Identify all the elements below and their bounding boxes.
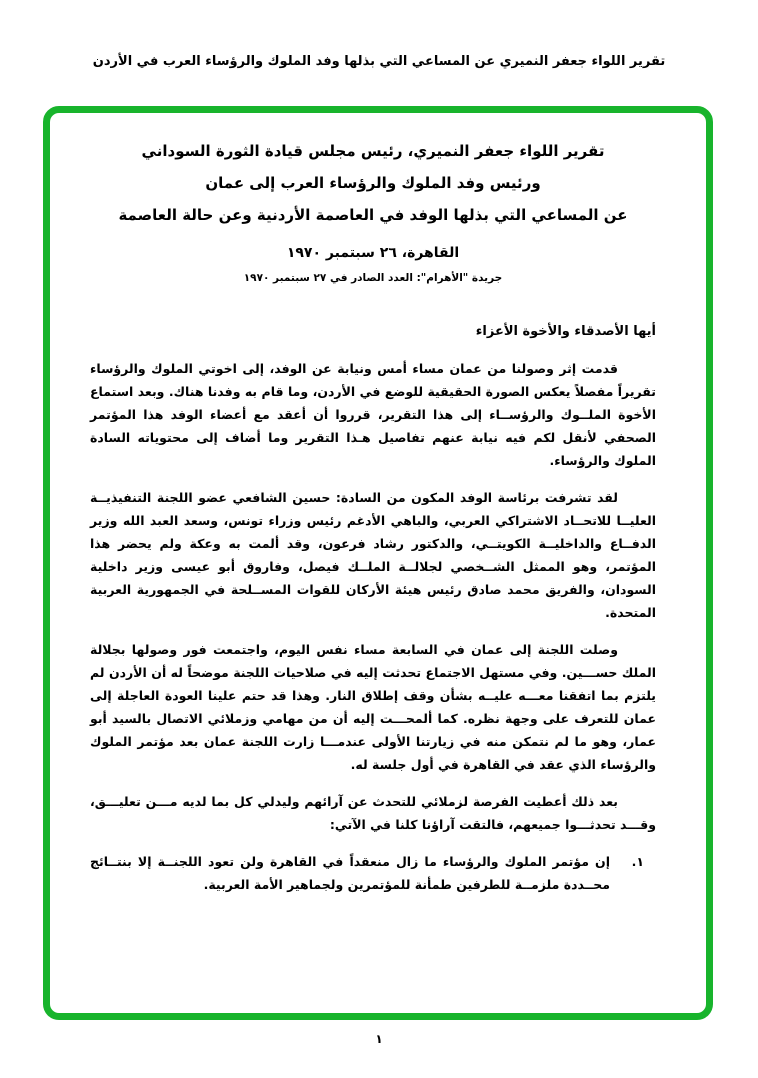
document-title	[90, 135, 656, 231]
document-title-line-2: ورئيس وفد الملوك والرؤساء العرب إلى عمان	[205, 174, 541, 192]
document-content	[50, 113, 706, 896]
page-header-title: تقرير اللواء جعفر النميري عن المساعي التي بذلها وفد الملوك والرؤساء العرب في الأردن	[92, 54, 666, 69]
body-paragraph-3: وصلت اللجنة إلى عمان في السابعة مساء نفس اليوم، واجتمعت فور وصولها بجلالة الملك حســـين. وفي مستهل الاجتماع تحدثت إليه في صلاحيات اللجنة موضحاً له أن الأردن لم يلتزم بما اتفقنا معـــه عليــه بشأن وقف إطلاق النار. وهذا قد حتم علينا العودة العاجلة إلى عمان للتعرف على وجهة نظره. كما ألمحـــت إليه أن من مهامي وزملائي الاتصال بالسيد أبو عمار، وهو ما لم نتمكن منه في زيارتنا الأولى عندمـــا زارت اللجنة عمان بعد مؤتمر الملوك والرؤساء الذي عقد في القاهرة في أول جلسة له.	[90, 642, 656, 772]
source-line: جريدة "الأهرام": العدد الصادر في ٢٧ سبتمبر ١٩٧٠	[243, 272, 503, 284]
dateline: القاهرة، ٢٦ سبتمبر ١٩٧٠	[286, 245, 460, 261]
numbered-list-item-1	[90, 850, 656, 896]
body-paragraph-2: لقد تشرفت برئاسة الوفد المكون من السادة: حسين الشافعي عضو اللجنة التنفيذيــة العليــا للاتحــاد الاشتراكي العربي، والباهي الأدغم رئيس وزراء تونس، وسعد العبد الله وزير الدفــاع والداخليــة الكويتــي، والدكتور رشاد فرعون، وقد ألمت به وعكة ولم يحضر هذا المؤتمر، وهو الممثل الشــخصي لجلالــة الملــك فيصل، وفاروق أبو عيسى وزير داخلية السودان، والفريق محمد صادق رئيس هيئة الأركان للقوات المســلحة في الجمهورية العربية المتحدة.	[90, 490, 656, 620]
page-number: ١	[375, 1032, 383, 1046]
body-paragraph-4: بعد ذلك أعطيت الفرصة لزملائي للتحدث عن آرائهم وليدلي كل بما لديه مـــن تعليـــق، وقـــد تحدثـــوا جميعهم، فالتقت آراؤنا كلنا في الآتي:	[90, 794, 656, 832]
document-frame	[43, 106, 713, 1020]
list-item-text: إن مؤتمر الملوك والرؤساء ما زال منعقداً في القاهرة ولن تعود اللجنــة إلا بنتــائج محــددة ملزمــة للطرفين طمأنة للمؤتمرين ولجماهير الأمة العربية.	[90, 854, 610, 892]
greeting-line: أيها الأصدقاء والأخوة الأعزاء	[475, 324, 656, 339]
document-title-line-3: عن المساعي التي بذلها الوفد في العاصمة الأردنية وعن حالة العاصمة	[118, 206, 628, 224]
body-paragraph-1: قدمت إثر وصولنا من عمان مساء أمس ونيابة عن الوفد، إلى اخوتي الملوك والرؤساء تقريراً مفصلاً يعكس الصورة الحقيقية للوضع في الأردن، وما قام به وفدنا هناك. وبعد استماع الأخوة الملــوك والرؤســاء إلى هذا التقرير، قرروا أن أعقد مع أعضاء الوفد هذا المؤتمر الصحفي لأنقل لكم فيه نيابة عنهم تفاصيل هـذا التقرير وما أضاف إلى محتوياته السادة الملوك والرؤساء.	[90, 361, 656, 468]
list-item-number: ١.	[631, 854, 644, 869]
document-title-line-1: تقرير اللواء جعفر النميري، رئيس مجلس قيادة الثورة السوداني	[141, 142, 605, 160]
